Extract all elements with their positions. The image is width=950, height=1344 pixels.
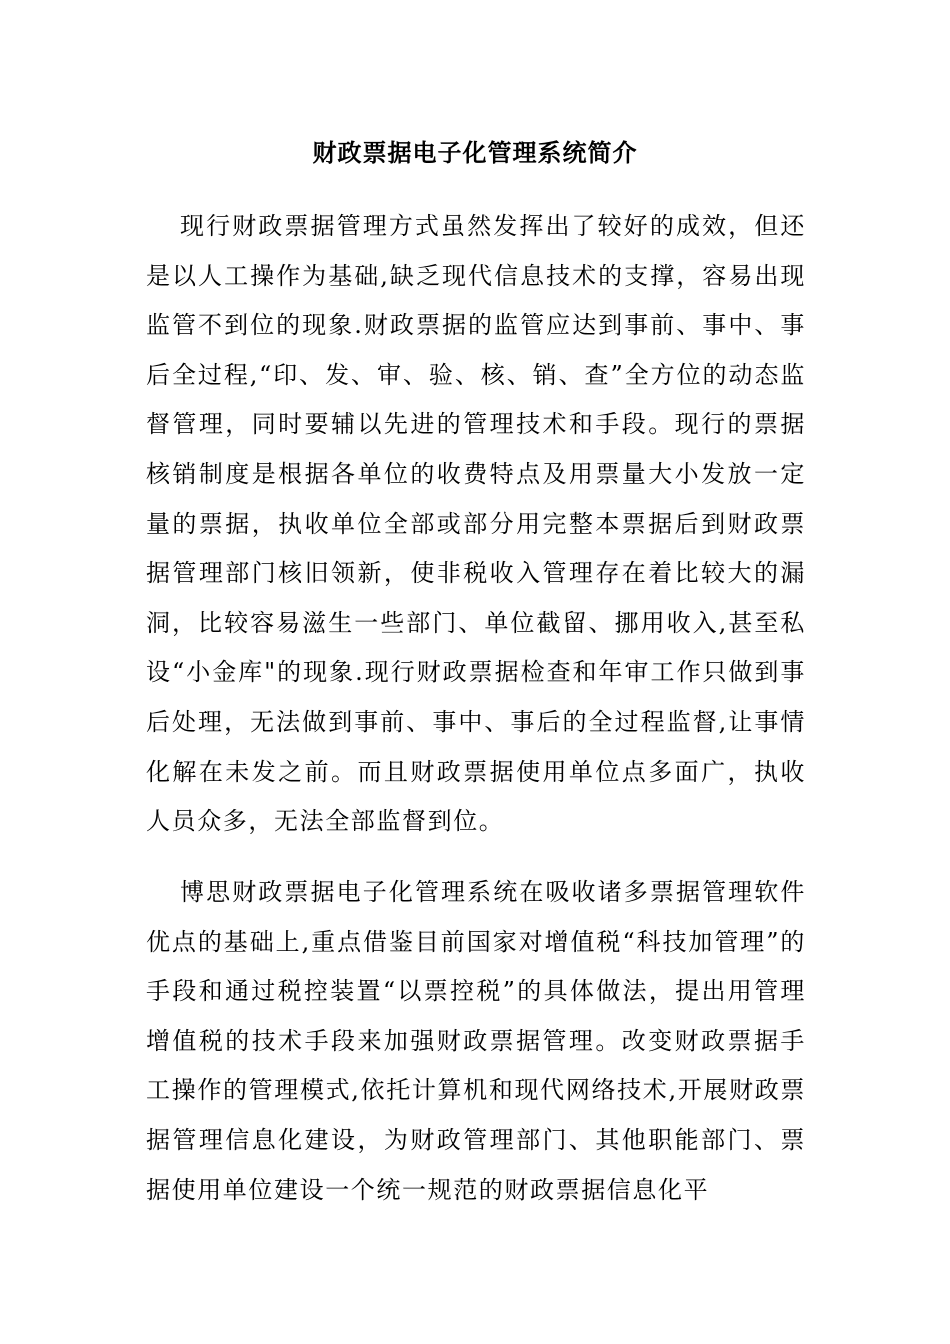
document-title: 财政票据电子化管理系统简介	[312, 138, 638, 167]
paragraph-2: 博思财政票据电子化管理系统在吸收诸多票据管理软件优点的基础上,重点借鉴目前国家对增值税“科技加管理”的手段和通过税控装置“以票控税”的具体做法，提出用管理增值税的技术手段来加强财政票据管理。改变财政票据手工操作的管理模式,依托计算机和现代网络技术,开展财政票据管理信息化建设，为财政管理部门、其他职能部门、票据使用单位建设一个统一规范的财政票据信息化平	[146, 878, 806, 1204]
paragraph-1: 现行财政票据管理方式虽然发挥出了较好的成效，但还是以人工操作为基础,缺乏现代信息技术的支撑，容易出现监管不到位的现象.财政票据的监管应达到事前、事中、事后全过程,“印、发、审、验、核、销、查”全方位的动态监督管理，同时要辅以先进的管理技术和手段。现行的票据核销制度是根据各单位的收费特点及用票量大小发放一定量的票据，执收单位全部或部分用完整本票据后到财政票据管理部门核旧领新，使非税收入管理存在着比较大的漏洞，比较容易滋生一些部门、单位截留、挪用收入,甚至私设“小金库"的现象.现行财政票据检查和年审工作只做到事后处理，无法做到事前、事中、事后的全过程监督,让事情化解在未发之前。而且财政票据使用单位点多面广，执收人员众多，无法全部监督到位。	[146, 212, 806, 836]
